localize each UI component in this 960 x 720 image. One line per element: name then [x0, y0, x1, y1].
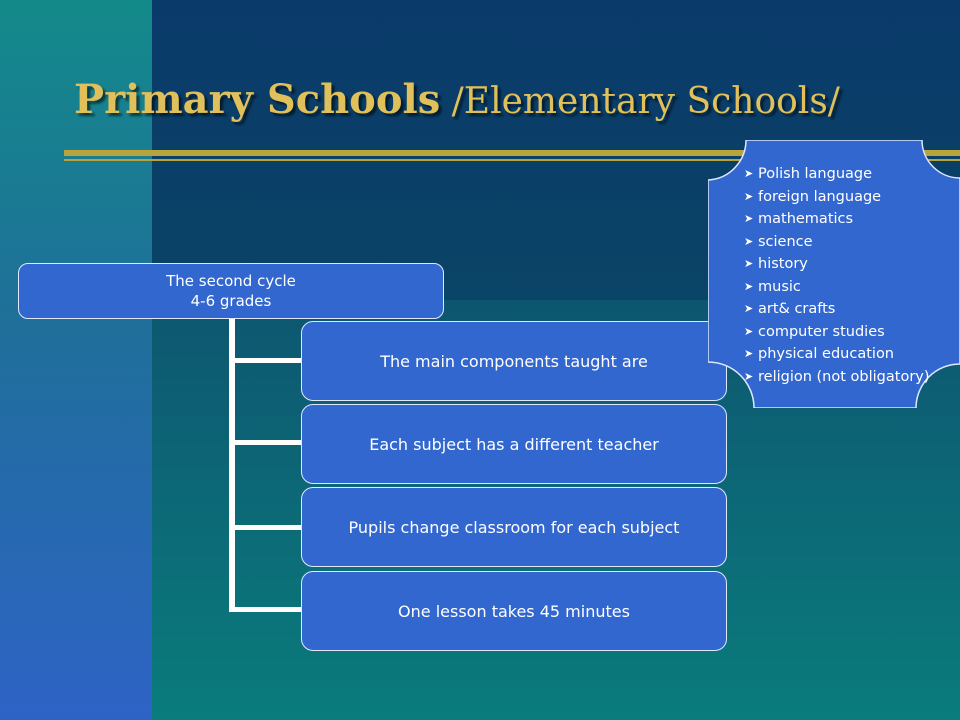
arrow-right-icon: ➤	[744, 189, 754, 203]
arrow-right-icon: ➤	[744, 257, 754, 270]
list-item: ➤ computer studies	[744, 321, 960, 344]
list-item: ➤ foreign language	[744, 186, 960, 209]
list-item: ➤ science	[744, 231, 960, 254]
title-main: Primary Schools	[74, 76, 441, 123]
arrow-right-icon: ➤	[744, 234, 754, 248]
arrow-right-icon: ➤	[744, 212, 754, 225]
arrow-right-icon: ➤	[744, 302, 754, 315]
cycle-box	[18, 263, 444, 319]
arrow-right-icon: ➤	[744, 347, 754, 360]
arrow-right-icon: ➤	[744, 324, 754, 338]
list-item: ➤ art& crafts	[744, 298, 960, 321]
tree-connector-2	[229, 440, 302, 445]
subjects-list	[744, 163, 960, 388]
slide-title	[74, 76, 840, 123]
list-item: ➤ music	[744, 276, 960, 299]
list-item: ➤ physical education	[744, 343, 960, 366]
tree-connector-3	[229, 525, 302, 530]
component-box-lesson-length: One lesson takes 45 minutes	[301, 571, 727, 651]
list-item: ➤ Polish language	[744, 163, 960, 186]
arrow-right-icon: ➤	[744, 279, 754, 293]
component-box-teacher: Each subject has a different teacher	[301, 404, 727, 484]
cycle-title: The second cycle	[166, 272, 296, 290]
cycle-grades: 4-6 grades	[190, 292, 272, 310]
tree-connector-1	[229, 358, 302, 363]
tree-connector-4	[229, 607, 302, 612]
title-sub: /Elementary Schools/	[440, 81, 840, 122]
component-box-classroom: Pupils change classroom for each subject	[301, 487, 727, 567]
list-item: ➤ mathematics	[744, 208, 960, 231]
arrow-right-icon: ➤	[744, 369, 754, 383]
arrow-right-icon: ➤	[744, 167, 754, 180]
component-box-main-components: The main components taught are	[301, 321, 727, 401]
list-item: ➤ religion (not obligatory)	[744, 366, 960, 389]
list-item: ➤ history	[744, 253, 960, 276]
